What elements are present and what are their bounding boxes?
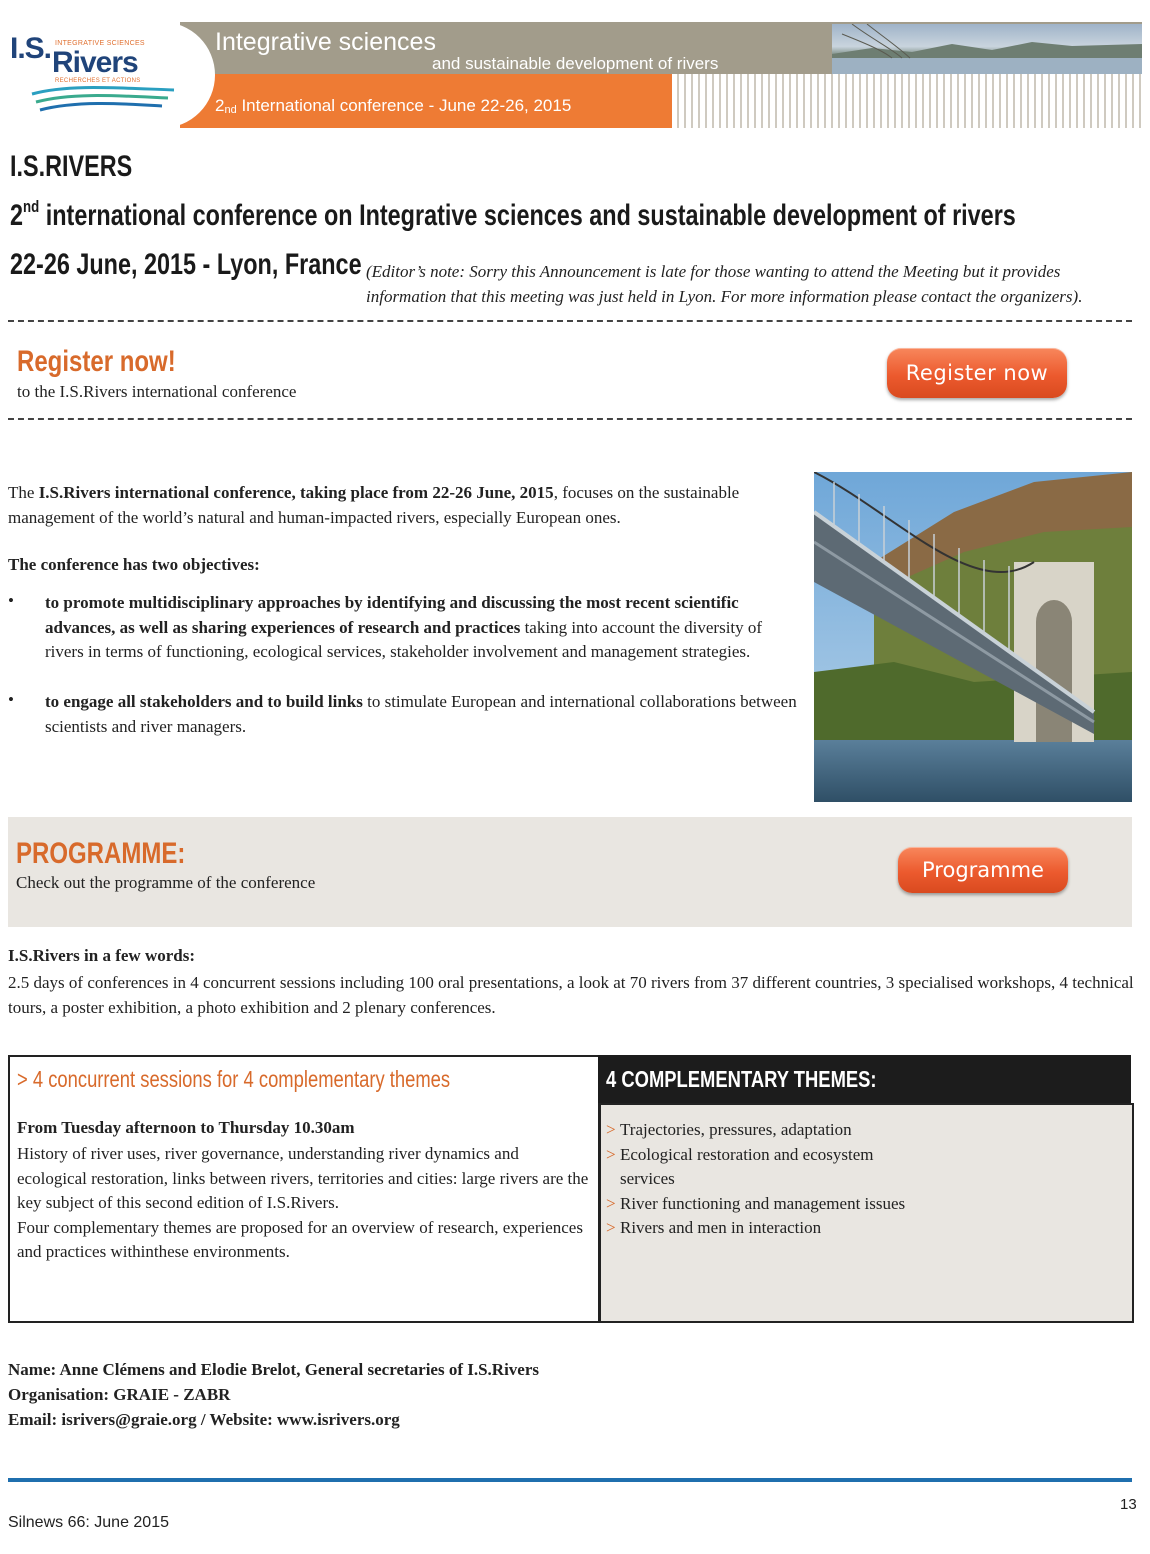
banner-title-line1: Integrative sciences	[215, 28, 436, 56]
contact-block	[8, 1357, 539, 1432]
register-now-button[interactable]: Register now	[887, 348, 1067, 398]
banner-date-suffix: nd	[224, 104, 237, 116]
bullet-marker: •	[8, 591, 14, 610]
theme-marker: >	[606, 1193, 616, 1213]
contact-email-website: Email: isrivers@graie.org / Website: www.isrivers.org	[8, 1410, 400, 1429]
theme-label: River functioning and management issues	[620, 1193, 906, 1213]
programme-subtitle: Check out the programme of the conference	[16, 873, 316, 892]
banner-date-text: International conference - June 22-26, 2015	[236, 96, 572, 115]
objective-text: to stimulate European and international collaborations between scientists and river managers.	[45, 692, 797, 736]
banner-wave-pattern	[672, 74, 1142, 128]
sessions-timing: From Tuesday afternoon to Thursday 10.30am	[17, 1118, 355, 1137]
page-number: 13	[1120, 1496, 1137, 1513]
date-place-heading: 22-26 June, 2015 - Lyon, France	[10, 248, 362, 281]
few-words-heading: I.S.Rivers in a few words:	[8, 946, 195, 965]
theme-label: Trajectories, pressures, adaptation	[620, 1120, 852, 1139]
theme-item	[606, 1143, 906, 1192]
theme-marker: >	[606, 1218, 616, 1237]
sessions-heading: > 4 concurrent sessions for 4 complementary themes	[17, 1066, 451, 1092]
intro-lead-bold: I.S.Rivers international conference, taking place from 22-26 June, 2015	[38, 483, 554, 502]
intro-lead: The	[8, 483, 39, 502]
themes-list	[606, 1118, 906, 1241]
logo-text-rivers: Rivers	[52, 46, 138, 79]
theme-item	[606, 1216, 906, 1241]
logo-wave-icon	[28, 84, 178, 120]
theme-marker: >	[606, 1120, 616, 1139]
org-heading: I.S.RIVERS	[10, 150, 133, 183]
conference-banner	[0, 22, 1142, 128]
sessions-paragraph: Four complementary themes are proposed for an overview of research, experiences and practices withinthese environments.	[17, 1217, 583, 1261]
register-heading: Register now!	[17, 345, 176, 378]
sessions-description	[17, 1142, 589, 1265]
footer-rule	[8, 1478, 1132, 1482]
banner-date	[215, 96, 571, 116]
logo-text-is: I.S.	[10, 32, 52, 65]
few-words-text: 2.5 days of conferences in 4 concurrent sessions including 100 oral presentations, a look at 70 rivers from 37 different countries, 3 specialised workshops, 4 technical tours, a poster exhibition, a photo exhibition and 2 plenary conferences.	[8, 973, 1134, 1017]
banner-lake-photo	[832, 24, 1142, 74]
objective-bold: to promote multidisciplinary approaches by identifying and discussing the most recent scientific advances, as well as sharing experiences of research and practices	[45, 593, 739, 637]
logo-tagline-top: INTEGRATIVE SCIENCES	[55, 40, 145, 47]
intro-rest: , focuses on the sustainable management of the world’s natural and human-impacted rivers, especially European ones.	[8, 483, 740, 527]
contact-organisation: Organisation: GRAIE - ZABR	[8, 1385, 231, 1404]
programme-heading: PROGRAMME:	[16, 837, 186, 870]
theme-item	[606, 1192, 906, 1217]
objectives-heading: The conference has two objectives:	[8, 555, 260, 574]
conference-ordinal: 2	[10, 199, 24, 232]
objective-bold: to engage all stakeholders and to build links	[45, 692, 363, 711]
register-subtitle: to the I.S.Rivers international conference	[17, 382, 297, 401]
programme-button[interactable]: Programme	[898, 847, 1068, 893]
sessions-paragraph: History of river uses, river governance, understanding river dynamics and ecological restoration, links between rivers, territories and cities: large rivers are the key subject of this second edition of I.S.Rivers.	[17, 1144, 589, 1212]
theme-label: Rivers and men in interaction	[620, 1218, 822, 1237]
objective-item	[45, 591, 800, 665]
theme-item	[606, 1118, 906, 1143]
objective-text: taking into account the diversity of rivers in terms of functioning, ecological services, stakeholder involvement and management strategies.	[45, 617, 763, 661]
logo-tagline-bottom: RECHERCHES ET ACTIONS	[55, 78, 141, 84]
dashed-divider-bottom	[8, 418, 1132, 420]
lake-landscape-image	[832, 24, 1142, 74]
conference-heading-text: international conference on Integrative sciences and sustainable development of rivers	[39, 199, 1016, 232]
banner-date-ordinal: 2	[215, 96, 225, 115]
themes-heading: 4 COMPLEMENTARY THEMES:	[606, 1066, 877, 1092]
theme-marker: >	[606, 1144, 616, 1164]
editor-note: (Editor’s note: Sorry this Announcement is late for those wanting to attend the Meeting but it provides information that this meeting was just held in Lyon. For more information please contact the organizers).	[366, 262, 1083, 306]
theme-label: Ecological restoration and ecosystem services	[620, 1144, 874, 1188]
footer-issue: Silnews 66: June 2015	[8, 1514, 169, 1531]
contact-name: Name: Anne Clémens and Elodie Brelot, General secretaries of I.S.Rivers	[8, 1360, 540, 1379]
conference-heading	[10, 199, 1016, 233]
dashed-divider-top	[8, 320, 1132, 322]
banner-title-line2: and sustainable development of rivers	[432, 54, 719, 73]
objective-item	[45, 690, 800, 739]
bullet-marker: •	[8, 690, 14, 709]
intro-paragraph	[8, 481, 800, 530]
suspension-bridge-photo	[814, 472, 1132, 802]
conference-ordinal-suffix: nd	[23, 197, 40, 216]
